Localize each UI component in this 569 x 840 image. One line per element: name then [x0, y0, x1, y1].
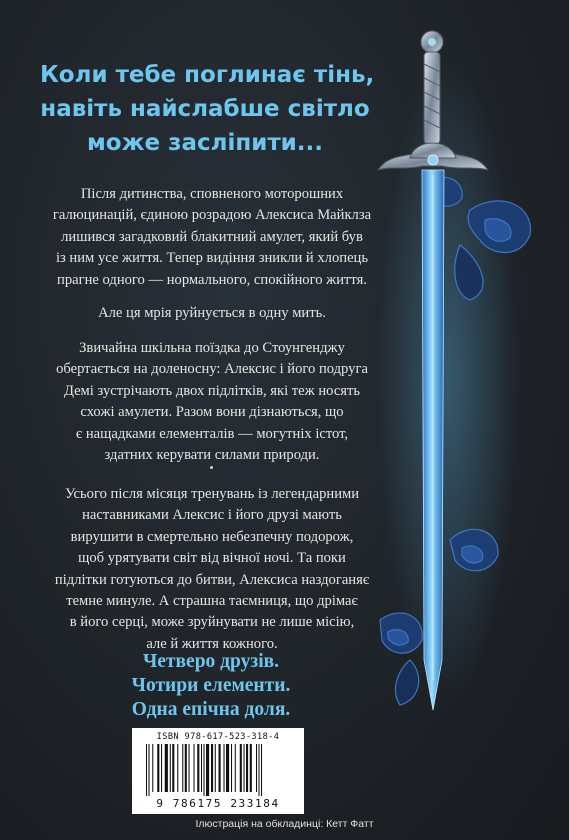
blurb-line: наставниками Алексис і його друзі мають [82, 507, 342, 524]
blurb-line: підлітки готуються до битви, Алексиса наздоганяє [54, 571, 370, 588]
slogan-line: Четверо друзів. [142, 651, 280, 672]
ean-digits: 9 786175 233184 [156, 797, 280, 810]
blurb-paragraph-3 [42, 338, 382, 466]
tagline-line: навіть найслабше світло [40, 96, 370, 122]
blurb-line: Демі зустрічають двох підлітків, які теж носять [63, 382, 361, 399]
sword-illustration [370, 20, 560, 720]
blurb-line: темне минуле. А страшна таємниця, що дрімає [66, 593, 358, 610]
blurb-line: лишився загадковий блакитний амулет, який був [61, 228, 363, 245]
blurb-line: Звичайна шкільна поїздка до Стоунгенджу [79, 340, 345, 356]
barcode [132, 728, 304, 814]
slogan [96, 650, 326, 722]
blurb-line: в його серці, може зруйнувати не лише місію, [69, 614, 355, 631]
blurb-line: вирушити в смертельно небезпечну подорож, [70, 528, 354, 545]
blurb-paragraph-2 [42, 303, 382, 324]
blurb-line: але й життя кожного. [146, 635, 278, 652]
blurb-line: галюцинацій, єдиною розрадою Алексиса Майклза [52, 207, 372, 224]
tagline-line: може засліпити... [86, 130, 323, 156]
blurb-line: обертається на доленосну: Алексис і його подруга [56, 361, 368, 378]
tagline [40, 58, 375, 160]
blurb-line: Після дитинства, сповненого моторошних [80, 186, 344, 202]
isbn-label: ISBN 978-617-523-318-4 [156, 732, 280, 742]
blurb-line: щоб урятувати світ від вічної ночі. Та поки [78, 550, 346, 567]
slogan-line: Одна епічна доля. [131, 699, 291, 720]
blurb-line: прагне одного — нормального, спокійного життя. [57, 271, 367, 288]
blurb-paragraph-1 [42, 184, 382, 291]
barcode-bars [144, 744, 294, 796]
blurb-line: Але ця мрія руйнується в одну мить. [98, 305, 326, 321]
blurb-line: здатних керувати силами природи. [104, 447, 320, 464]
blurb-line: є нащадками елементалів — могутніх істот, [75, 425, 349, 442]
cover-credit: Ілюстрація на обкладинці: Кетт Фатт [195, 818, 374, 830]
decorative-dot [210, 466, 213, 469]
slogan-line: Чотири елементи. [131, 675, 291, 696]
blurb-paragraph-4 [42, 484, 382, 655]
blurb-line: Усього після місяця тренувань із легендарними [64, 486, 360, 502]
blurb-line: схожі амулети. Разом вони дізнаються, що [80, 404, 344, 421]
tagline-line: Коли тебе поглинає тінь, [40, 62, 375, 88]
blurb-line: із ним усе життя. Тепер видіння зникли й хлопець [55, 250, 369, 267]
